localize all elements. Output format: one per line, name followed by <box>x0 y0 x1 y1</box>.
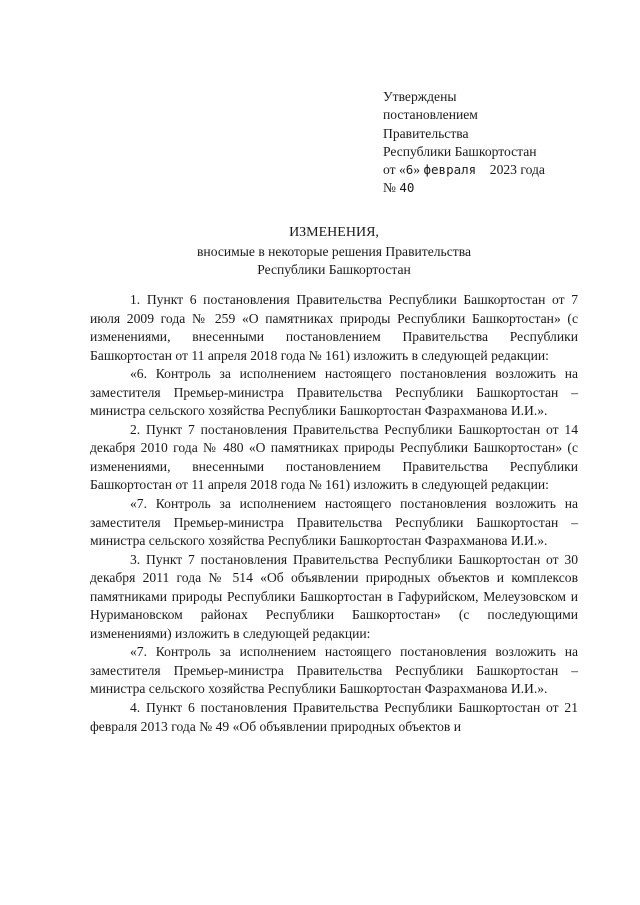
approval-date-mid: » <box>413 162 424 178</box>
approval-line-approved: Утверждены <box>383 89 457 104</box>
document-body <box>90 291 578 736</box>
approval-number: 40 <box>399 180 415 196</box>
document-subtitle-line-1: вносимые в некоторые решения Правительства <box>197 243 471 259</box>
approval-date-day: 6 <box>405 162 414 178</box>
paragraph-quote-2: «7. Контроль за исполнением настоящего постановления возложить на заместителя Премьер-министра Правительства Республики Башкортостан – министра сельского хозяйства Республики Башкортостан Фазрахманова И.И.». <box>90 496 578 549</box>
approval-date-line <box>383 161 603 179</box>
document-heading <box>90 224 578 280</box>
approval-stamp <box>383 88 603 198</box>
approval-number-line <box>383 179 603 197</box>
approval-number-prefix: № <box>383 180 396 196</box>
approval-date-prefix: от « <box>383 162 406 178</box>
approval-date-month: февраля <box>423 162 477 178</box>
paragraph-quote-1: «6. Контроль за исполнением настоящего постановления возложить на заместителя Премьер-министра Правительства Республики Башкортостан – министра сельского хозяйства Республики Башкортостан Фазрахманова И.И.». <box>90 366 578 419</box>
document-subtitle-line-2: Республики Башкортостан <box>257 262 411 278</box>
paragraph-quote-3: «7. Контроль за исполнением настоящего постановления возложить на заместителя Премьер-министра Правительства Республики Башкортостан – министра сельского хозяйства Республики Башкортостан Фазрахманова И.И.». <box>90 644 578 697</box>
approval-date-year: 2023 года <box>489 162 545 178</box>
paragraph-item-2: 2. Пункт 7 постановления Правительства Республики Башкортостан от 14 декабря 2010 года № 480 «О памятниках природы Республики Башкортостан» (с изменениями, внесенными постановлением Правительства Республики Башкортостан от 11 апреля 2018 года № 161) изложить в следующей редакции: <box>90 421 578 493</box>
paragraph-item-4: 4. Пункт 6 постановления Правительства Республики Башкортостан от 21 февраля 2013 года № 49 «Об объявлении природных объектов и <box>90 700 578 734</box>
approval-line-republic: Республики Башкортостан <box>383 143 537 159</box>
paragraph-item-1: 1. Пункт 6 постановления Правительства Республики Башкортостан от 7 июля 2009 года № 259 «О памятниках природы Республики Башкортостан» (с изменениями, внесенными постановлением Правительства Республики Башкортостан от 11 апреля 2018 года № 161) изложить в следующей редакции: <box>90 292 578 363</box>
paragraph-item-3: 3. Пункт 7 постановления Правительства Республики Башкортостан от 30 декабря 2011 года № 514 «Об объявлении природных объектов и комплексов памятниками природы Республики Башкортостан в Гафурийском, Мелеузовском и Нуримановском районах Республики Башкортостан» (с последующими изменениями) изложить в следующей редакции: <box>90 551 578 641</box>
approval-line-government: Правительства <box>383 125 469 141</box>
document-title: ИЗМЕНЕНИЯ, <box>289 225 379 240</box>
approval-line-resolution: постановлением <box>383 107 478 123</box>
